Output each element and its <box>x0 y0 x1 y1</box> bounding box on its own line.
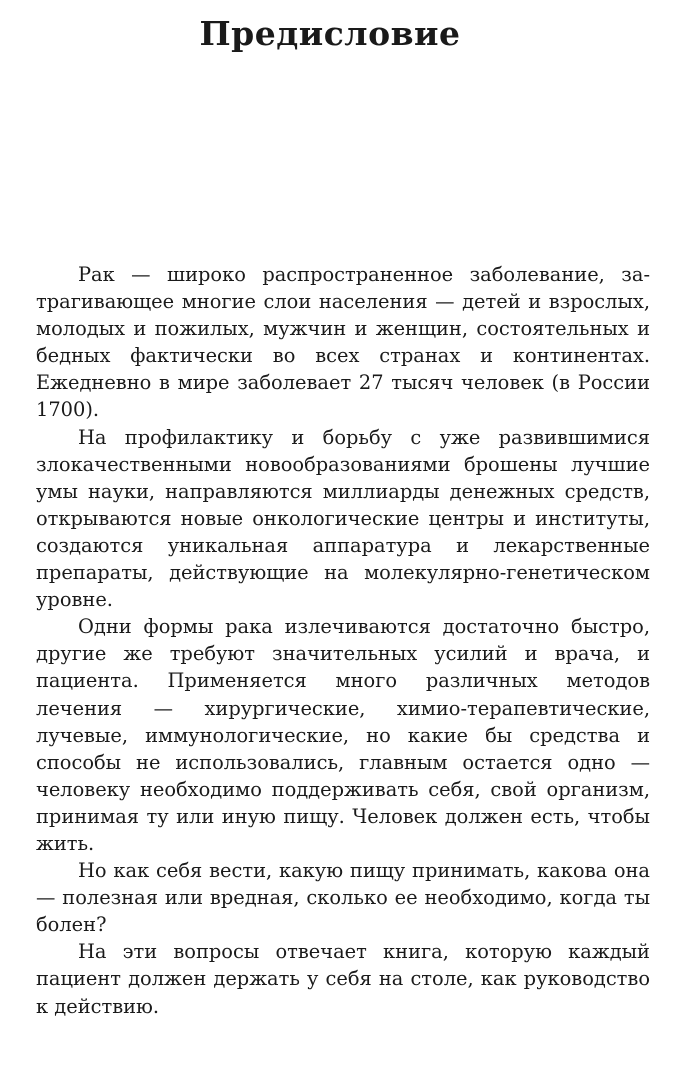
paragraph-1: Рак — широко распространенное заболевание, затрагивающее многие слои населения — детей и взрослых, молодых и пожилых, мужчин и женщин, состоятельных и бедных фактически во всех странах и континентах. Ежедневно в мире заболевает 27 тысяч человек (в России 1700). <box>36 263 650 422</box>
page-title: Предисловие <box>199 14 461 53</box>
paragraph-4: Но как себя вести, какую пищу принимать, какова она — полезная или вредная, сколько ее необходимо, когда ты болен? <box>36 859 650 937</box>
body-text <box>36 261 650 1020</box>
paragraph-3: Одни формы рака излечиваются достаточно быстро, другие же требуют значительных усилий и врача, и пациента. Применяется много различных методов лечения — хирургические, химио-терапевтические, лучевые, иммунологические, но какие бы средства и способы не использовались, главным остается одно — человеку необходимо поддерживать себя, свой организм, принимая ту или иную пищу. Человек должен есть, чтобы жить. <box>36 615 650 855</box>
paragraph-2: На профилактику и борьбу с уже развившимися злокачественными новообразованиями брошены лучшие умы науки, направляются миллиарды денежных средств, открываются новые онкологические центры и институты, создаются уникальная аппаратура и лекарственные препараты, действующие на молекулярно-генетическом уровне. <box>36 425 650 612</box>
paragraph-5: На эти вопросы отвечает книга, которую каждый пациент должен держать у себя на столе, как руководство к действию. <box>36 940 650 1018</box>
